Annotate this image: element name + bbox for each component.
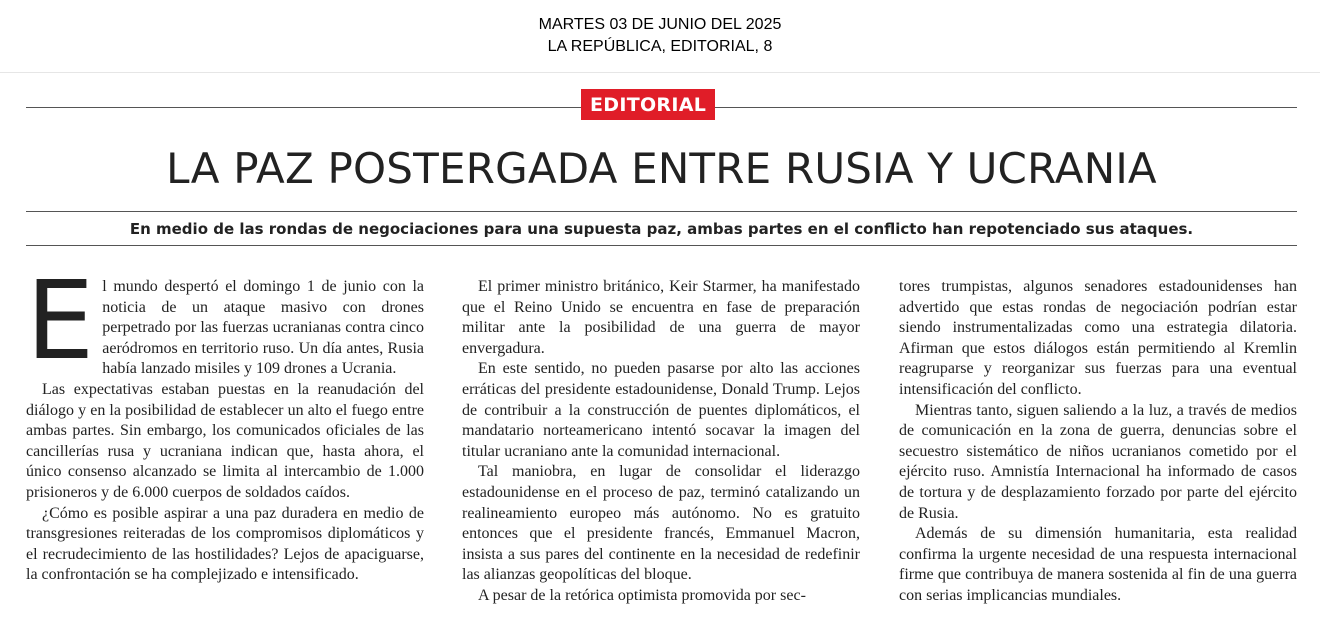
article-column-3 [899,277,1297,607]
clipping-header [0,0,1320,73]
paragraph: Además de su dimensión humanitaria, esta realidad confirma la urgente necesidad de una respuesta internacional firme que contribuya de manera sostenida al fin de una guerra con serias implicancias mundiales. [899,525,1297,604]
paragraph: tores trumpistas, algunos senadores estadounidenses han advertido que estas rondas de negociación podrían estar siendo instrumentalizadas como una estrategia dilatoria. Afirman que estos diálogos están permitiendo al Kremlin reagruparse y reorganizar sus fuerzas para una eventual intensificación del conflicto. [899,278,1297,398]
paragraph: A pesar de la retórica optimista promovida por sec- [478,586,806,604]
section-badge: EDITORIAL [581,89,715,120]
paragraph: El primer ministro británico, Keir Starmer, ha manifestado que el Reino Unido se encuentra en fase de preparación militar ante la posibilidad de una guerra de mayor envergadura. [462,278,860,357]
headline: LA PAZ POSTERGADA ENTRE RUSIA Y UCRANIA [166,144,1157,193]
headline-rule [26,211,1297,212]
date-line: MARTES 03 DE JUNIO DEL 2025 [538,16,782,33]
editorial-page [0,73,1320,625]
paragraph: Tal maniobra, en lugar de consolidar el liderazgo estadounidense en el proceso de paz, terminó catalizando un realineamiento europeo más autónomo. No es gratuito entonces que el presidente francés, Emmanuel Macron, insista a sus pares del continente en la necesidad de redefinir las alianzas geopolíticas del bloque. [462,463,860,584]
paragraph: En este sentido, no pueden pasarse por alto las acciones erráticas del presidente estadounidense, Donald Trump. Lejos de contribuir a la construcción de puentes diplomáticos, el mandatario norteamericano intentó socavar la imagen del titular ucraniano ante la comunidad internacional. [462,360,860,460]
paragraph: Mientras tanto, siguen saliendo a la luz, a través de medios de comunicación en la zona de guerra, denuncias sobre el secuestro sistemático de niños ucranianos cometido por el ejército ruso. Amnistía Internacional ha informado de casos de tortura y de desplazamiento forzado por parte del ejército de Rusia. [899,401,1297,522]
paragraph: Las expectativas estaban puestas en la reanudación del diálogo y en la posibilidad de establecer un alto el fuego entre ambas partes. Sin embargo, los comunicados oficiales de las cancillerías rusa y ucraniana indican que, hasta ahora, el único consenso alcanzado se limita al intercambio de 1.000 prisioneros y de 6.000 cuerpos de soldados caídos. [26,380,424,501]
drop-cap: E [26,259,95,384]
article-column-1 [26,259,424,586]
source-line: LA REPÚBLICA, EDITORIAL, 8 [547,38,773,55]
article-column-2 [462,277,860,607]
paragraph: ¿Cómo es posible aspirar a una paz duradera en medio de transgresiones reiteradas de los compromisos diplomáticos y el recrudecimiento de las hostilidades? Lejos de apaciguarse, la confrontación se ha complejizado e intensificado. [26,504,424,584]
subheadline: En medio de las rondas de negociaciones para una supuesta paz, ambas partes en el conflicto han repotenciado sus ataques. [129,220,1194,238]
paragraph: El mundo despertó el domingo 1 de junio con la noticia de un ataque masivo con drones perpetrado por las fuerzas ucranianas contra cinco aeródromos en territorio ruso. Un día antes, Rusia había lanzado misiles y 109 drones a Ucrania. [26,259,424,384]
subhead-rule [26,245,1297,246]
